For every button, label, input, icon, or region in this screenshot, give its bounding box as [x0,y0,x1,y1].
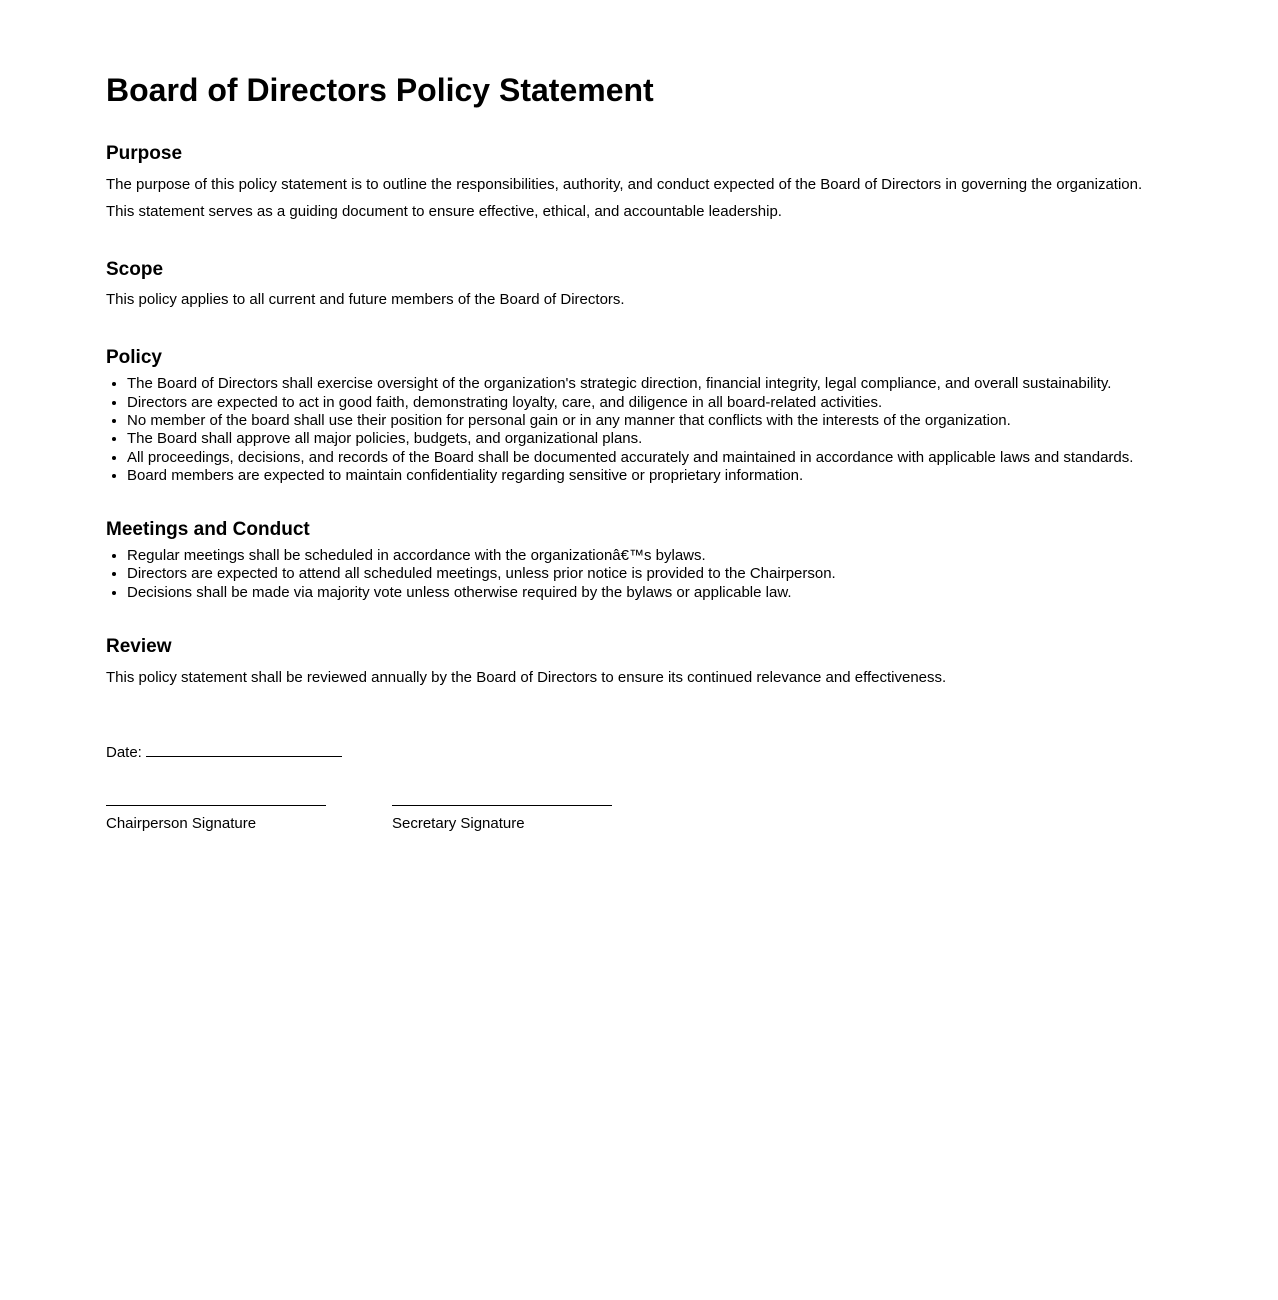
chairperson-signature-line [106,805,326,806]
policy-bullet-item: • The Board of Directors shall exercise oversight of the organization's strategic direction, financial integrity, legal compliance, and overall sustainability. [127,375,1146,393]
chairperson-signature-label: Chairperson Signature [106,814,257,832]
meetings-bullet-list [106,547,1146,602]
secretary-signature-line [392,805,612,806]
date-blank-line [146,741,342,757]
section-heading-review: Review [106,635,172,657]
purpose-paragraph: The purpose of this policy statement is to outline the responsibilities, authority, and conduct expected of the Board of Directors in governing the organization. This statement serves as a guiding document to ensure effective, ethical, and accountable leadership. [106,175,1143,220]
document-title: Board of Directors Policy Statement [106,72,654,108]
date-row [106,741,1146,763]
date-label: Date: [106,743,142,761]
meetings-bullet-item: • Directors are expected to attend all scheduled meetings, unless prior notice is provided to the Chairperson. [127,565,1146,583]
meetings-bullet-item: • Decisions shall be made via majority vote unless otherwise required by the bylaws or applicable law. [127,584,1146,602]
policy-bullet-item: • All proceedings, decisions, and records of the Board shall be documented accurately and maintained in accordance with applicable laws and standards. [127,449,1146,467]
review-paragraph: This policy statement shall be reviewed annually by the Board of Directors to ensure its continued relevance and effectiveness. [106,668,947,686]
policy-bullet-list [106,375,1146,485]
chairperson-signature-block [106,805,326,833]
section-heading-purpose: Purpose [106,142,183,164]
section-heading-scope: Scope [106,258,164,280]
signature-row [106,805,1146,833]
policy-bullet-item: • Directors are expected to act in good faith, demonstrating loyalty, care, and diligence in all board-related activities. [127,394,1146,412]
scope-paragraph: This policy applies to all current and future members of the Board of Directors. [106,291,625,309]
section-heading-policy: Policy [106,347,162,369]
policy-bullet-item: • Board members are expected to maintain confidentiality regarding sensitive or proprietary information. [127,467,1146,485]
policy-bullet-item: • No member of the board shall use their position for personal gain or in any manner that conflicts with the interests of the organization. [127,412,1146,430]
policy-bullet-item: • The Board shall approve all major policies, budgets, and organizational plans. [127,430,1146,448]
section-heading-meetings-and-conduct: Meetings and Conduct [106,519,310,541]
meetings-bullet-item: • Regular meetings shall be scheduled in accordance with the organizationâ€™s bylaws. [127,547,1146,565]
secretary-signature-block [392,805,612,833]
secretary-signature-label: Secretary Signature [392,814,525,832]
